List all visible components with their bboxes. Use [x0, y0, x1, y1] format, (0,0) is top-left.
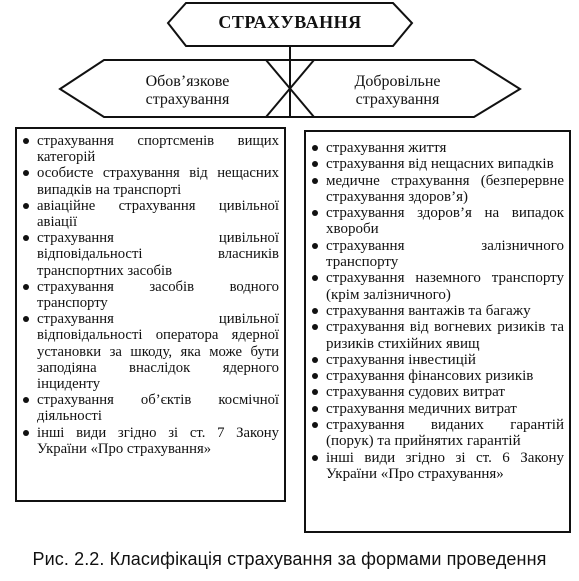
- bullet-icon: [23, 235, 29, 241]
- list-item-text: страхування об’єктів космічної діяльності: [37, 392, 279, 425]
- list-item: [312, 417, 564, 450]
- bullet-icon: [23, 316, 29, 322]
- bullet-icon: [312, 406, 318, 412]
- list-item-text: авіаційне страхування цивільної авіації: [37, 197, 279, 231]
- list-item: [312, 140, 564, 156]
- bullet-icon: [312, 308, 318, 314]
- left-category-line-1: Обов’язкове: [145, 73, 230, 90]
- list-item-text: страхування цивільної відповідальності власників транспортних засобів: [37, 230, 279, 279]
- bullet-icon: [312, 161, 318, 167]
- list-item-text: страхування судових витрат: [326, 384, 505, 401]
- list-item-text: страхування фінансових ризиків: [326, 368, 534, 385]
- list-item-text: інші види згідно зі ст. 7 Закону України «Про страхування»: [37, 424, 279, 457]
- figure-caption: Рис. 2.2. Класифікація страхування за формами проведення: [32, 549, 547, 569]
- bullet-icon: [312, 357, 318, 363]
- list-item: [23, 311, 279, 392]
- mandatory-insurance-list: [23, 133, 279, 457]
- list-item: [23, 165, 279, 197]
- bullet-icon: [23, 203, 29, 209]
- bullet-icon: [23, 170, 29, 176]
- bullet-icon: [312, 275, 318, 281]
- list-item: [312, 205, 564, 238]
- bullet-icon: [312, 389, 318, 395]
- list-item-text: страхування цивільної відповідальності оператора ядерної установки за шкоду, яка може бути заподіяна внаслідок ядерного інциденту: [37, 311, 279, 393]
- list-item: [312, 319, 564, 352]
- bullet-icon: [23, 397, 29, 403]
- diagram-title: СТРАХУВАННЯ: [218, 12, 362, 32]
- bullet-icon: [312, 324, 318, 330]
- bullet-icon: [312, 373, 318, 379]
- list-item: [312, 173, 564, 206]
- bullet-icon: [23, 284, 29, 290]
- right-category-line-2: страхування: [355, 91, 440, 108]
- list-item: [312, 270, 564, 303]
- list-item: [23, 198, 279, 230]
- bullet-icon: [312, 422, 318, 428]
- list-item-text: особисте страхування від нещасних випадків на транспорті: [37, 165, 279, 198]
- list-item-text: страхування життя: [326, 140, 447, 156]
- list-item: [312, 384, 564, 400]
- mandatory-insurance-list-box: [15, 127, 286, 502]
- voluntary-insurance-list: [312, 140, 564, 482]
- list-item: [23, 230, 279, 279]
- left-category-label: [115, 73, 260, 109]
- list-item: [312, 352, 564, 368]
- bullet-icon: [312, 178, 318, 184]
- voluntary-insurance-list-box: [304, 130, 571, 533]
- list-item-text: страхування інвестицій: [326, 351, 476, 368]
- list-item-text: страхування від вогневих ризиків та ризиків стихійних явищ: [326, 319, 564, 352]
- bullet-icon: [23, 430, 29, 436]
- bullet-icon: [312, 243, 318, 249]
- list-item-text: страхування спортсменів вищих категорій: [37, 133, 279, 166]
- list-item-text: страхування залізничного транспорту: [326, 237, 564, 271]
- list-item: [312, 238, 564, 271]
- list-item: [23, 392, 279, 424]
- left-category-line-2: страхування: [145, 91, 230, 108]
- list-item-text: страхування від нещасних випадків: [326, 156, 554, 173]
- list-item: [312, 401, 564, 417]
- list-item: [23, 425, 279, 457]
- right-category-label: [325, 73, 470, 109]
- list-item: [312, 303, 564, 319]
- list-item-text: страхування засобів водного транспорту: [37, 278, 279, 312]
- list-item-text: інші види згідно зі ст. 6 Закону України «Про страхування»: [326, 449, 564, 482]
- list-item: [23, 133, 279, 165]
- bullet-icon: [312, 210, 318, 216]
- list-item: [23, 279, 279, 311]
- bullet-icon: [23, 138, 29, 144]
- list-item: [312, 368, 564, 384]
- list-item: [312, 450, 564, 483]
- bullet-icon: [312, 145, 318, 151]
- bullet-icon: [312, 455, 318, 461]
- list-item-text: страхування наземного транспорту (крім залізничного): [326, 270, 564, 303]
- list-item-text: медичне страхування (безперервне страхування здоров’я): [326, 172, 564, 205]
- list-item-text: страхування виданих гарантій (порук) та прийнятих гарантій: [326, 417, 564, 450]
- list-item: [312, 156, 564, 172]
- list-item-text: страхування здоров’я на випадок хвороби: [326, 205, 564, 238]
- list-item-text: страхування вантажів та багажу: [326, 302, 531, 319]
- right-category-line-1: Добровільне: [354, 73, 441, 90]
- list-item-text: страхування медичних витрат: [326, 400, 517, 417]
